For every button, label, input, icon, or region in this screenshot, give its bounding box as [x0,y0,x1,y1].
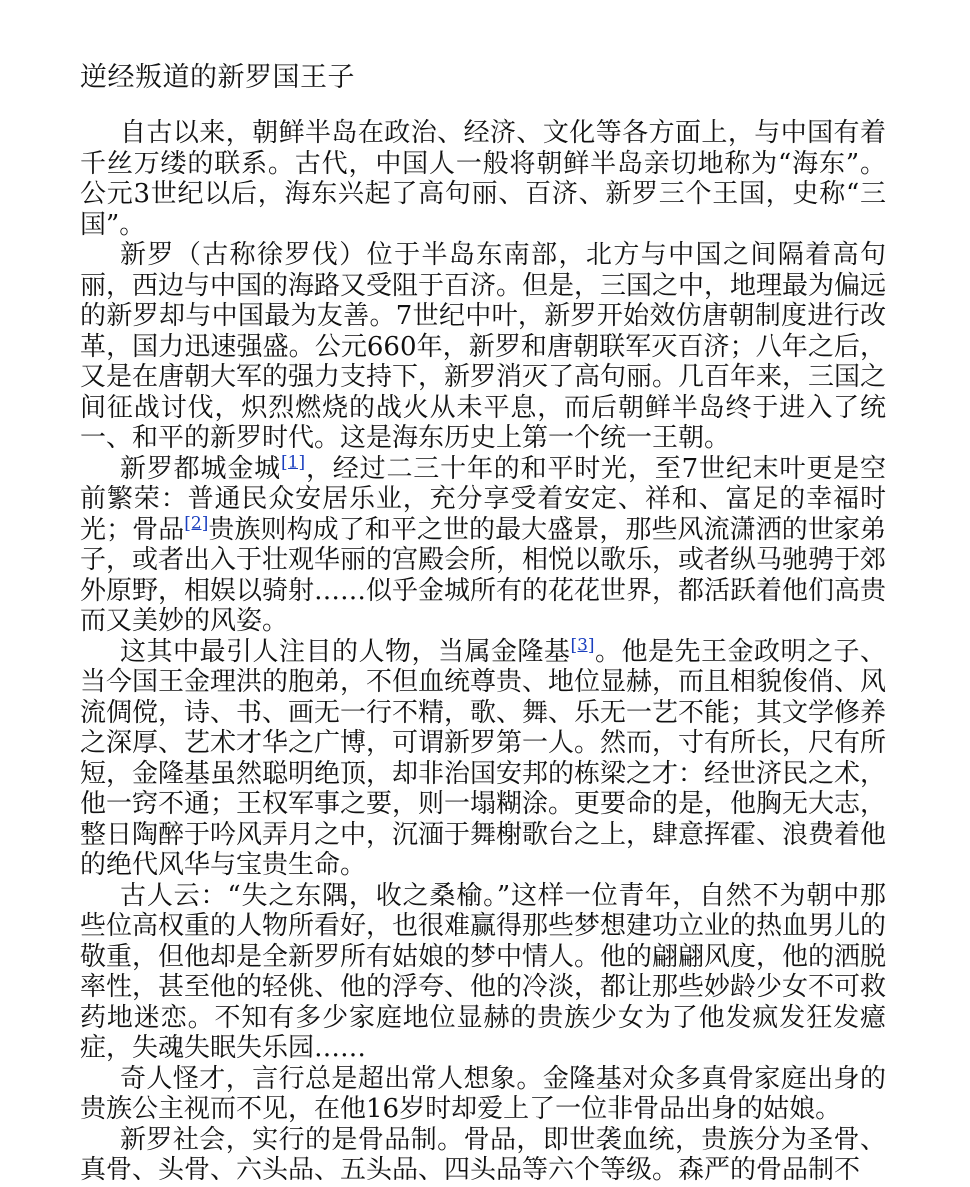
footnote-link[interactable]: [3] [570,634,595,655]
document-body [80,118,886,1186]
paragraph [80,881,886,1064]
document-page [80,60,886,1186]
paragraph-text: 贵族则构成了和平之世的最大盛景，那些风流潇洒的世家弟子，或者出入于壮观华丽的宫殿会所，相悦以歌乐，或者纵马驰骋于郊外原野，相娱以骑射……似乎金城所有的花花世界，都活跃着他们高贵而又美妙的风姿。 [80,514,887,636]
paragraph-text: 自古以来，朝鲜半岛在政治、经济、文化等各方面上，与中国有着千丝万缕的联系。古代，中国人一般将朝鲜半岛亲切地称为“海东”。公元3世纪以后，海东兴起了高句丽、百济、新罗三个王国，史称“三国”。 [80,118,886,240]
footnote-link[interactable]: [1] [281,451,306,472]
paragraph-text: 新罗（古称徐罗伐）位于半岛东南部，北方与中国之间隔着高句丽，西边与中国的海路又受阻于百济。但是，三国之中，地理最为偏远的新罗却与中国最为友善。7世纪中叶，新罗开始效仿唐朝制度进行改革，国力迅速强盛。公元660年，新罗和唐朝联军灭百济；八年之后，又是在唐朝大军的强力支持下，新罗消灭了高句丽。几百年来，三国之间征战讨伐，炽烈燃烧的战火从未平息，而后朝鲜半岛终于进入了统一、和平的新罗时代。这是海东历史上第一个统一王朝。 [80,240,887,453]
paragraph [80,118,886,240]
paragraph-text: 奇人怪才，言行总是超出常人想象。金隆基对众多真骨家庭出身的贵族公主视而不见，在他16岁时却爱上了一位非骨品出身的姑娘。 [80,1063,886,1124]
paragraph-text: 这其中最引人注目的人物，当属金隆基 [120,636,571,667]
paragraph-text: 新罗社会，实行的是骨品制。骨品，即世袭血统，贵族分为圣骨、真骨、头骨、六头品、五头品、四头品等六个等级。森严的骨品制不 [80,1124,886,1185]
paragraph-text: 新罗都城金城 [120,453,282,484]
paragraph [80,451,887,637]
paragraph-text: ，经过二三十年的和平时光，至7世纪末叶更是空前繁荣：普通民众安居乐业，充分享受着安定、祥和、富足的幸福时光；骨品 [80,453,886,545]
footnote-link[interactable]: [2] [184,512,209,533]
paragraph [80,1064,886,1125]
paragraph-text: 。他是先王金政明之子、当今国王金理洪的胞弟，不但血统尊贵、地位显赫，而且相貌俊俏、风流倜傥，诗、书、画无一行不精，歌、舞、乐无一艺不能；其文学修养之深厚、艺术才华之广博，可谓新罗第一人。然而，寸有所长，尺有所短，金隆基虽然聪明绝顶，却非治国安邦的栋梁之才：经世济民之术，他一窍不通；王权军事之要，则一塌糊涂。更要命的是，他胸无大志，整日陶醉于吟风弄月之中，沉湎于舞榭歌台之上，肆意挥霍、浪费着他的绝代风华与宝贵生命。 [80,636,887,880]
paragraph [80,240,886,454]
paragraph-text: 古人云：“失之东隅，收之桑榆。”这样一位青年，自然不为朝中那些位高权重的人物所看好，也很难赢得那些梦想建功立业的热血男儿的敬重，但他却是全新罗所有姑娘的梦中情人。他的翩翩风度，他的洒脱率性，甚至他的轻佻、他的浮夸、他的冷淡，都让那些妙龄少女不可救药地迷恋。不知有多少家庭地位显赫的贵族少女为了他发疯发狂发癔症，失魂失眠失乐园…… [80,880,887,1063]
paragraph [80,634,887,881]
document-title: 逆经叛道的新罗国王子 [80,62,355,93]
paragraph [80,1125,886,1186]
